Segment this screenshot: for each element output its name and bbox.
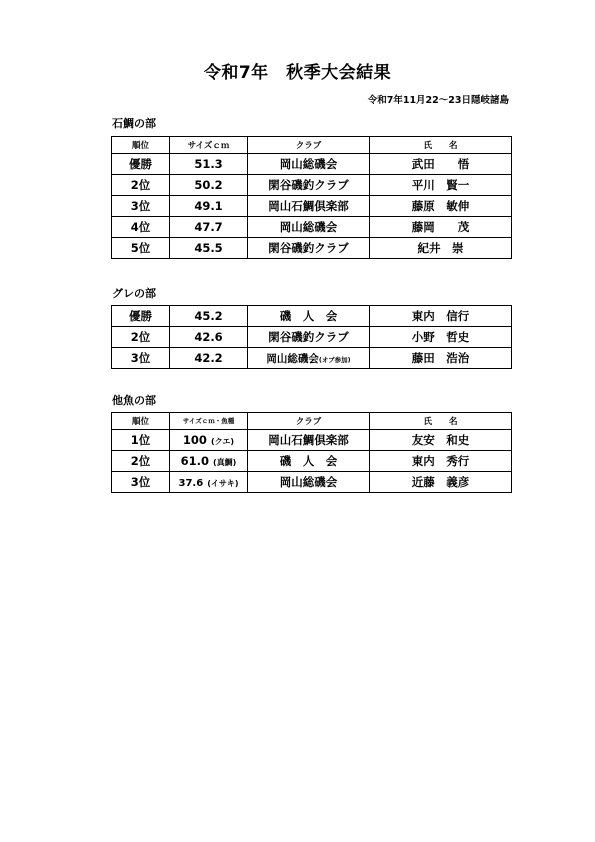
club-cell: 閑谷磯釣クラブ (248, 175, 370, 196)
page-title: 令和7年 秋季大会結果 (203, 63, 392, 83)
table-row (112, 196, 512, 217)
table-row (112, 472, 512, 493)
size-cell: 51.3 (170, 154, 248, 175)
size-cell: 45.5 (170, 238, 248, 259)
rank-cell: 優勝 (112, 154, 170, 175)
results-table-ishidai (111, 136, 512, 259)
club-cell: 磯 人 会 (248, 306, 370, 327)
club-cell: 岡山石鯛倶楽部 (248, 430, 370, 451)
club-name: 岡山総磯会 (266, 352, 319, 365)
angler-name-cell: 平川 賢一 (370, 175, 512, 196)
size-cell: 49.1 (170, 196, 248, 217)
rank-cell: 優勝 (112, 306, 170, 327)
angler-name-cell: 武田 悟 (370, 154, 512, 175)
table-row (112, 348, 512, 369)
size-cell: 42.6 (170, 327, 248, 348)
header-name: 氏 名 (370, 137, 512, 154)
size-cell: 50.2 (170, 175, 248, 196)
species-label: (真鯛) (213, 458, 237, 467)
rank-cell: 2位 (112, 451, 170, 472)
header-rank: 順位 (112, 413, 170, 430)
rank-cell: 4位 (112, 217, 170, 238)
angler-name-cell: 近藤 義彦 (370, 472, 512, 493)
club-cell: 閑谷磯釣クラブ (248, 327, 370, 348)
club-cell: 閑谷磯釣クラブ (248, 238, 370, 259)
event-date: 令和7年11月22～23日隠岐諸島 (367, 95, 509, 106)
section-title-other-fish: 他魚の部 (112, 394, 156, 407)
rank-cell: 3位 (112, 472, 170, 493)
table-row (112, 430, 512, 451)
table-row (112, 217, 512, 238)
table-row (112, 238, 512, 259)
angler-name-cell: 藤岡 茂 (370, 217, 512, 238)
header-size-species: サイズｃｍ・魚種 (170, 413, 248, 430)
rank-cell: 3位 (112, 348, 170, 369)
angler-name-cell: 藤原 敏伸 (370, 196, 512, 217)
angler-name-cell: 東内 信行 (370, 306, 512, 327)
guest-note: (オブ参加) (318, 355, 351, 364)
rank-cell: 5位 (112, 238, 170, 259)
header-club: クラブ (248, 413, 370, 430)
club-cell (248, 348, 370, 369)
rank-cell: 2位 (112, 175, 170, 196)
angler-name-cell: 藤田 浩治 (370, 348, 512, 369)
table-row (112, 451, 512, 472)
header-name: 氏 名 (370, 413, 512, 430)
size-value: 37.6 (178, 478, 204, 489)
section-title-ishidai: 石鯛の部 (112, 117, 156, 130)
table-header (112, 137, 512, 154)
species-label: (クエ) (210, 437, 235, 446)
size-value: 100 (182, 433, 207, 447)
size-species-cell (170, 430, 248, 451)
size-species-cell (170, 472, 248, 493)
rank-cell: 1位 (112, 430, 170, 451)
table-row (112, 327, 512, 348)
angler-name-cell: 紀井 崇 (370, 238, 512, 259)
table-row (112, 154, 512, 175)
rank-cell: 3位 (112, 196, 170, 217)
angler-name-cell: 小野 哲史 (370, 327, 512, 348)
size-cell: 47.7 (170, 217, 248, 238)
club-cell: 岡山総磯会 (248, 472, 370, 493)
header-size: サイズｃｍ (170, 137, 248, 154)
species-label: (イサキ) (207, 479, 239, 488)
size-value: 61.0 (180, 454, 210, 468)
angler-name-cell: 東内 秀行 (370, 451, 512, 472)
club-cell: 岡山総磯会 (248, 154, 370, 175)
section-title-gure: グレの部 (112, 287, 156, 300)
club-cell: 岡山総磯会 (248, 217, 370, 238)
table-row (112, 306, 512, 327)
table-row (112, 175, 512, 196)
results-table-other-fish (111, 412, 512, 493)
table-header (112, 413, 512, 430)
size-cell: 42.2 (170, 348, 248, 369)
results-table-gure (111, 305, 512, 369)
size-cell: 45.2 (170, 306, 248, 327)
angler-name-cell: 友安 和史 (370, 430, 512, 451)
club-cell: 岡山石鯛倶楽部 (248, 196, 370, 217)
header-rank: 順位 (112, 137, 170, 154)
club-cell: 磯 人 会 (248, 451, 370, 472)
rank-cell: 2位 (112, 327, 170, 348)
header-club: クラブ (248, 137, 370, 154)
size-species-cell (170, 451, 248, 472)
